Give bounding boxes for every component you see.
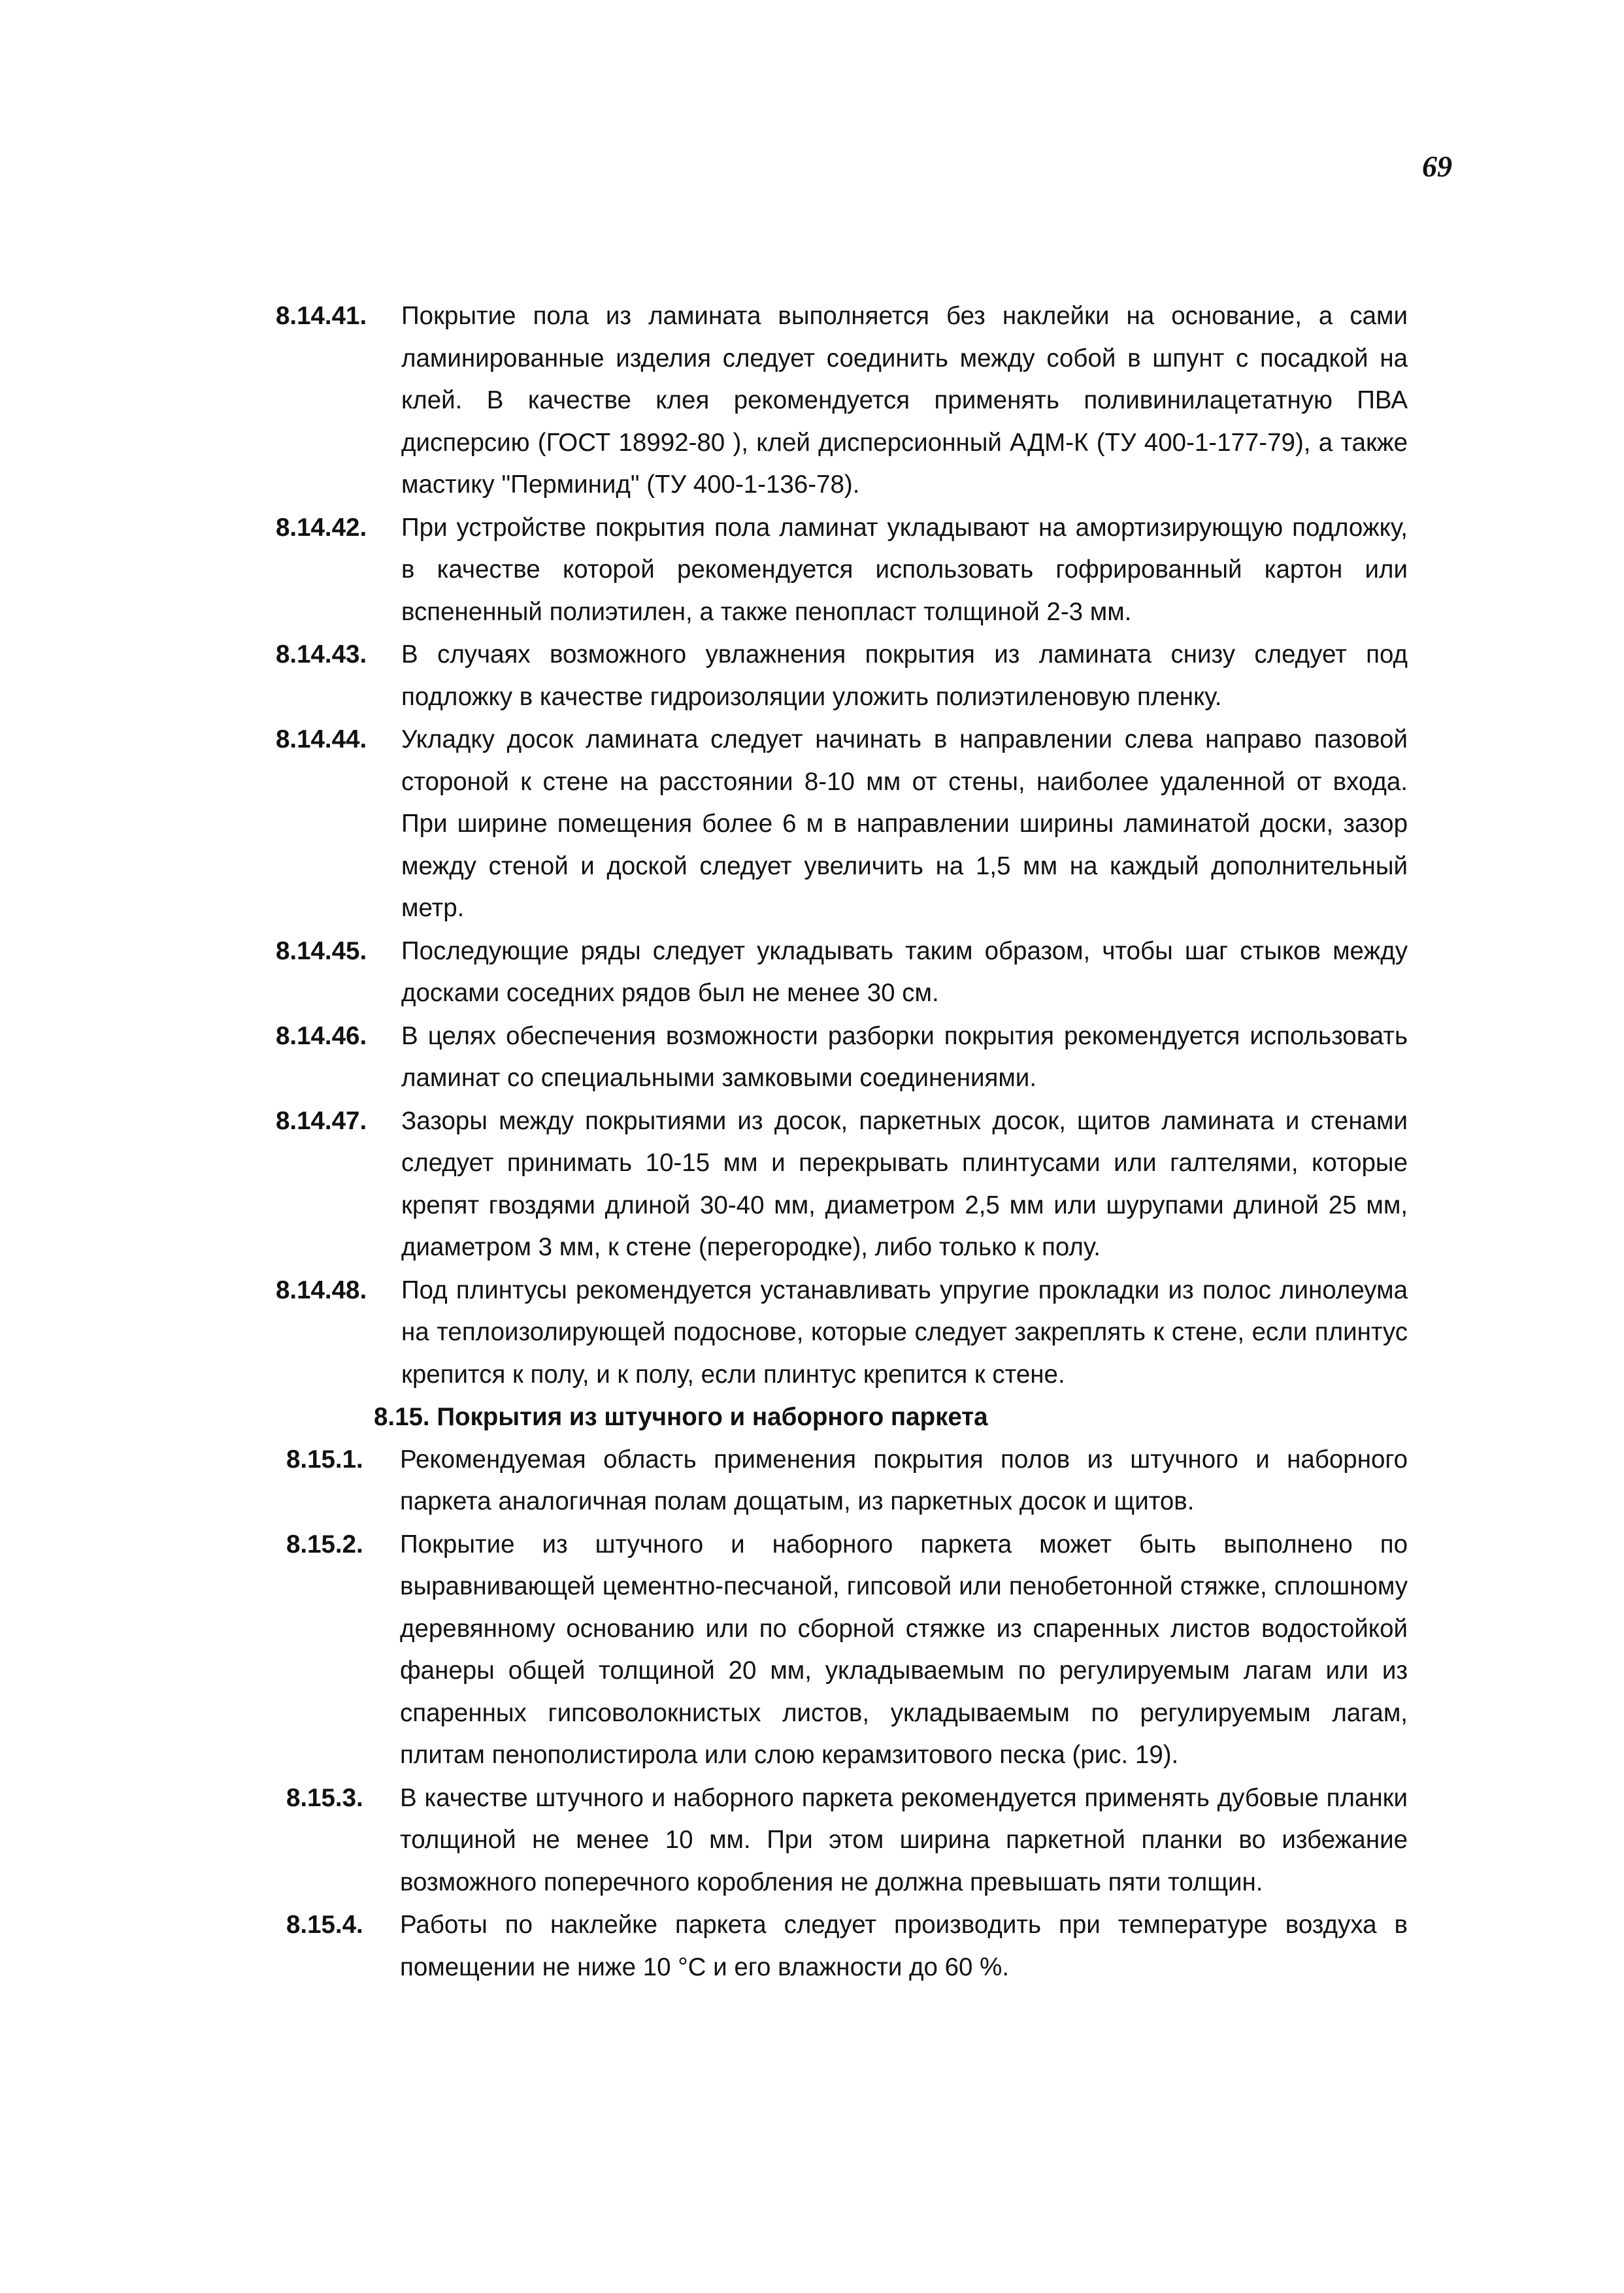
clause-8-14-47	[276, 1100, 1408, 1269]
clause-text: Укладку досок ламината следует начинать в направлении слева направо пазовой стороной к стене на расстоянии 8-10 мм от стены, наиболее удаленной от входа. При ширине помещения более 6 м в направлении ширины ламинатой доски, зазор между стеной и доской следует увеличить на 1,5 мм на каждый дополнительный метр.	[401, 725, 1408, 922]
clause-number: 8.14.42.	[276, 513, 367, 542]
clause-8-14-44	[276, 719, 1408, 930]
clause-8-15-4	[276, 1904, 1408, 1988]
clause-8-14-43	[276, 634, 1408, 718]
clause-text: Рекомендуемая область применения покрытия полов из штучного и наборного паркета аналогичная полам дощатым, из паркетных досок и щитов.	[400, 1445, 1408, 1515]
clause-text: Работы по наклейке паркета следует производить при температуре воздуха в помещении не ниже 10 °С и его влажности до 60 %.	[400, 1911, 1408, 1981]
document-body	[276, 295, 1408, 1989]
clause-text: Под плинтусы рекомендуется устанавливать упругие прокладки из полос линолеума на теплоизолирующей подоснове, которые следует закреплять к стене, если плинтус крепится к полу, и к полу, если плинтус крепится к стене.	[401, 1276, 1408, 1389]
clause-text: При устройстве покрытия пола ламинат укладывают на амортизирующую подложку, в качестве которой рекомендуется использовать гофрированный картон или вспененный полиэтилен, а также пенопласт толщиной 2-3 мм.	[401, 513, 1408, 626]
clause-number: 8.14.47.	[276, 1106, 367, 1135]
clause-8-15-1	[276, 1439, 1408, 1523]
clause-text: Последующие ряды следует укладывать таким образом, чтобы шаг стыков между досками соседних рядов был не менее 30 см.	[401, 936, 1408, 1007]
section-heading: 8.15. Покрытия из штучного и наборного паркета	[374, 1403, 988, 1431]
clause-text: В случаях возможного увлажнения покрытия из ламината снизу следует под подложку в качестве гидроизоляции уложить полиэтиленовую пленку.	[401, 640, 1408, 711]
clause-number: 8.14.46.	[276, 1021, 367, 1050]
clause-number: 8.15.1.	[286, 1445, 363, 1474]
clause-8-14-48	[276, 1270, 1408, 1396]
clause-8-14-41	[276, 295, 1408, 506]
clause-number: 8.15.4.	[286, 1911, 363, 1939]
clause-text: В целях обеспечения возможности разборки покрытия рекомендуется использовать ламинат со специальными замковыми соединениями.	[401, 1021, 1408, 1092]
clause-8-14-45	[276, 931, 1408, 1015]
clause-number: 8.15.3.	[286, 1783, 363, 1812]
clause-8-14-42	[276, 507, 1408, 634]
clause-8-15-2	[276, 1524, 1408, 1777]
clause-number: 8.14.43.	[276, 640, 367, 668]
clause-text: Покрытие из штучного и наборного паркета может быть выполнено по выравнивающей цементно-песчаной, гипсовой или пенобетонной стяжке, сплошному деревянному основанию или по сборной стяжке из спаренных листов водостойкой фанеры общей толщиной 20 мм, укладываемым по регулируемым лагам или из спаренных гипсоволокнистых листов, укладываемым по регулируемым лагам, плитам пенополистирола или слою керамзитового песка (рис. 19).	[400, 1530, 1408, 1769]
clause-8-14-46	[276, 1015, 1408, 1100]
clause-number: 8.14.44.	[276, 725, 367, 753]
clause-8-15-3	[276, 1777, 1408, 1904]
clause-text: Покрытие пола из ламината выполняется без наклейки на основание, а сами ламинированные изделия следует соединить между собой в шпунт с посадкой на клей. В качестве клея рекомендуется применять поливинилацетатную ПВА дисперсию (ГОСТ 18992-80 ), клей дисперсионный АДМ-К (ТУ 400-1-177-79), а также мастику "Перминид" (ТУ 400-1-136-78).	[401, 302, 1408, 499]
clause-number: 8.14.45.	[276, 936, 367, 965]
clause-text: Зазоры между покрытиями из досок, паркетных досок, щитов ламината и стенами следует принимать 10-15 мм и перекрывать плинтусами или галтелями, которые крепят гвоздями длиной 30-40 мм, диаметром 2,5 мм или шурупами длиной 25 мм, диаметром 3 мм, к стене (перегородке), либо только к полу.	[401, 1106, 1408, 1261]
page-number: 69	[1422, 150, 1452, 183]
clause-number: 8.15.2.	[286, 1530, 363, 1559]
clause-text: В качестве штучного и наборного паркета рекомендуется применять дубовые планки толщиной не менее 10 мм. При этом ширина паркетной планки во избежание возможного поперечного коробления не должна превышать пяти толщин.	[400, 1783, 1408, 1896]
clause-number: 8.14.48.	[276, 1276, 367, 1304]
clause-number: 8.14.41.	[276, 302, 367, 330]
